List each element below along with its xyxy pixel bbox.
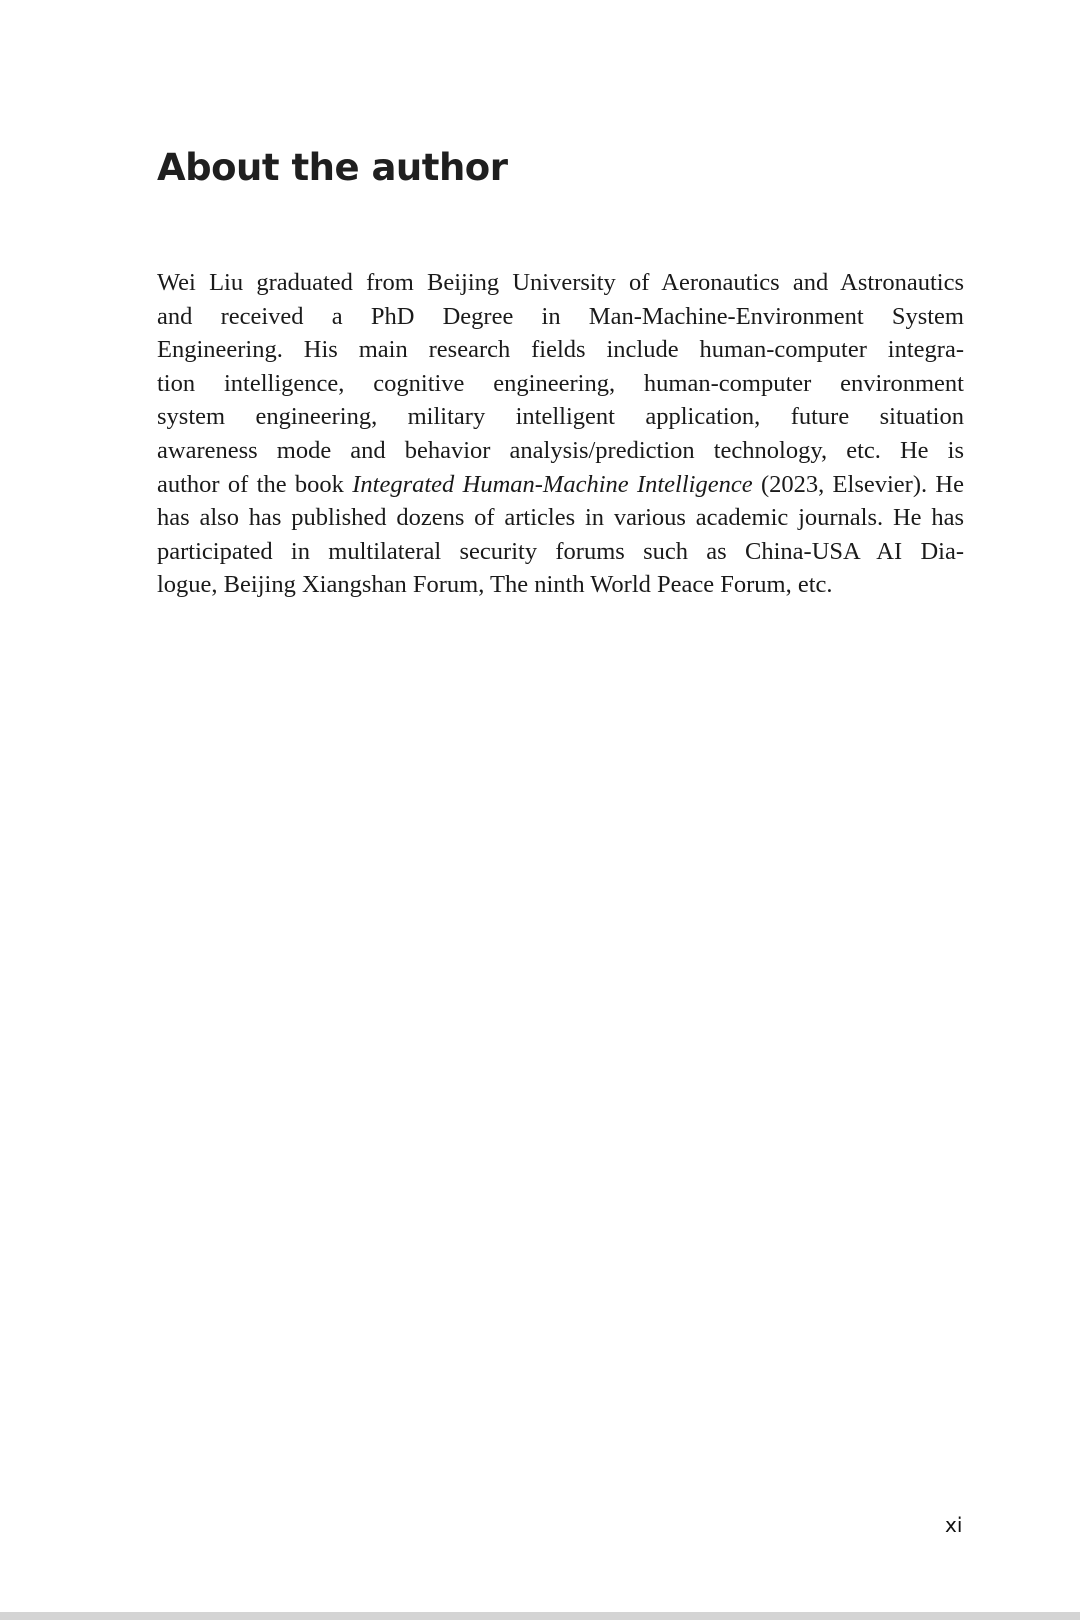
page-title: About the author — [157, 146, 508, 189]
bio-line-5: system engineering, military intelligent application, future situation — [157, 403, 964, 431]
bio-line-3: Engineering. His main research fields include human-computer integra- — [157, 336, 964, 364]
author-bio-paragraph — [157, 266, 964, 602]
book-title: Integrated Human-Machine Intelligence — [352, 470, 753, 498]
bio-line-6: awareness mode and behavior analysis/prediction technology, etc. He is — [157, 436, 964, 464]
bio-line-10: logue, Beijing Xiangshan Forum, The ninth World Peace Forum, etc. — [157, 571, 833, 599]
bio-line-1: Wei Liu graduated from Beijing University of Aeronautics and Astronautics — [157, 269, 964, 296]
page-number: xi — [945, 1513, 963, 1537]
bio-line-4: tion intelligence, cognitive engineering, human-computer environment — [157, 369, 964, 397]
bio-line-8: has also has published dozens of articles in various academic journals. He has — [157, 504, 964, 532]
page-bottom-divider — [0, 1612, 1080, 1620]
bio-line-7: author of the book Integrated Human-Machine Intelligence (2023, Elsevier). He — [157, 470, 964, 498]
bio-line-9: participated in multilateral security forums such as China-USA AI Dia- — [157, 537, 964, 565]
bio-line-2: and received a PhD Degree in Man-Machine-Environment System — [157, 302, 964, 330]
